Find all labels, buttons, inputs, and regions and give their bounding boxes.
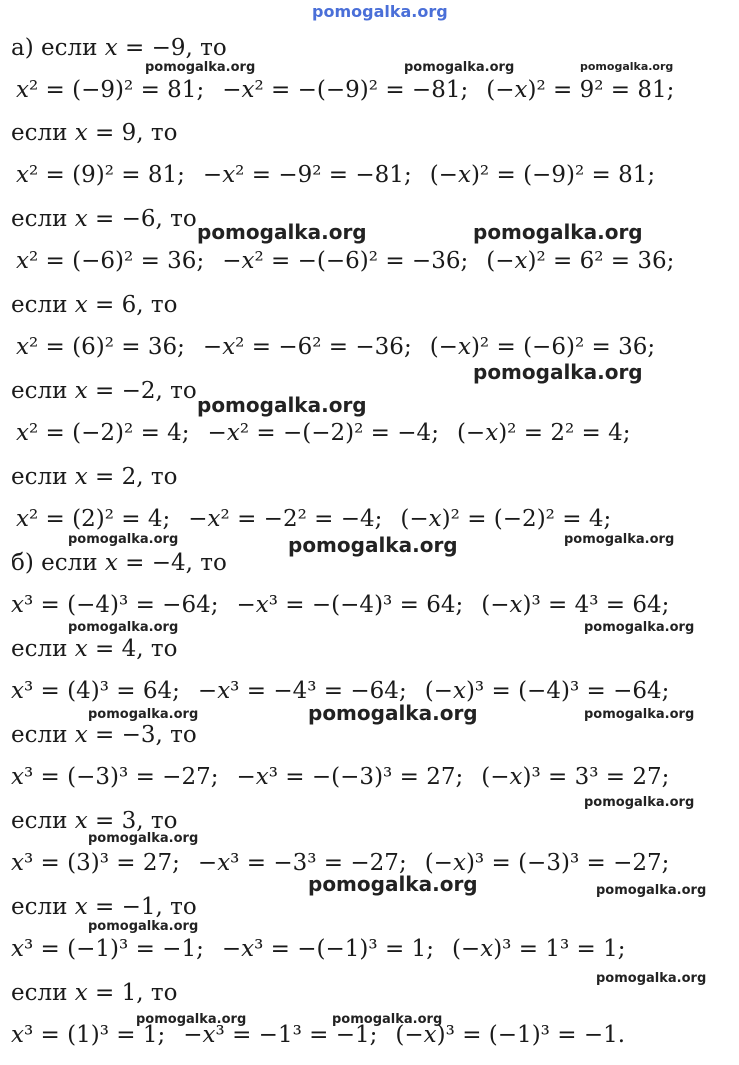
equation-line — [16, 246, 674, 276]
math-expression: x³ = (3)³ = 27; — [11, 850, 180, 876]
watermark: pomogalka.org — [473, 360, 643, 384]
watermark: pomogalka.org — [584, 707, 695, 722]
math-expression: −x² = −(−2)² = −4; — [207, 420, 439, 446]
math-expression: −x² = −(−6)² = −36; — [222, 248, 469, 274]
math-expression: (−x)² = (−9)² = 81; — [429, 162, 656, 188]
math-expression: (−x)³ = (−3)³ = −27; — [424, 850, 670, 876]
math-expression: x³ = (−4)³ = −64; — [11, 592, 219, 618]
math-expression: x³ = (−3)³ = −27; — [11, 764, 219, 790]
watermark: pomogalka.org — [308, 872, 478, 896]
watermark: pomogalka.org — [88, 831, 199, 846]
watermark: pomogalka.org — [68, 532, 179, 547]
math-expression: x² = (9)² = 81; — [16, 162, 185, 188]
math-expression: −x³ = −3³ = −27; — [197, 850, 407, 876]
math-expression: −x³ = −(−1)³ = 1; — [221, 936, 434, 962]
equation-line — [16, 75, 674, 105]
condition-label: если — [11, 722, 75, 748]
equation-line — [11, 1020, 625, 1050]
math-expression: x² = (−6)² = 36; — [16, 248, 205, 274]
variable: x — [74, 120, 88, 146]
condition-line — [11, 376, 197, 406]
condition-line — [11, 892, 197, 922]
equation-line — [11, 934, 625, 964]
math-expression: −x³ = −(−4)³ = 64; — [236, 592, 464, 618]
variable: x — [74, 378, 88, 404]
condition-value: = 3, то — [87, 808, 178, 834]
watermark: pomogalka.org — [288, 533, 458, 557]
condition-value: = 6, то — [87, 292, 178, 318]
condition-value: = −3, то — [87, 722, 197, 748]
equation-line — [11, 762, 669, 792]
condition-line — [11, 978, 177, 1008]
condition-label: если — [11, 120, 75, 146]
watermark: pomogalka.org — [564, 532, 675, 547]
condition-label: если — [11, 292, 75, 318]
math-expression: −x³ = −1³ = −1; — [183, 1022, 378, 1048]
equation-line — [16, 504, 611, 534]
condition-label: если — [11, 464, 75, 490]
condition-line — [11, 548, 227, 578]
math-expression: (−x)³ = 4³ = 64; — [481, 592, 670, 618]
watermark: pomogalka.org — [88, 707, 199, 722]
condition-value: = 9, то — [87, 120, 178, 146]
variable: x — [74, 636, 88, 662]
condition-value: = 2, то — [87, 464, 178, 490]
condition-value: = 1, то — [87, 980, 178, 1006]
condition-label: если — [11, 808, 75, 834]
site-header-watermark: pomogalka.org — [312, 2, 448, 21]
equation-line — [11, 590, 669, 620]
math-expression: (−x)³ = 3³ = 27; — [481, 764, 670, 790]
condition-label: если — [11, 980, 75, 1006]
condition-line — [11, 720, 197, 750]
equation-line — [16, 332, 655, 362]
math-expression: (−x)² = (−6)² = 36; — [429, 334, 656, 360]
condition-label: если — [11, 636, 75, 662]
math-expression: −x³ = −4³ = −64; — [197, 678, 407, 704]
condition-value: = −1, то — [87, 894, 197, 920]
math-expression: (−x)² = (−2)² = 4; — [400, 506, 612, 532]
condition-label: если — [11, 894, 75, 920]
watermark: pomogalka.org — [596, 883, 707, 898]
watermark: pomogalka.org — [145, 60, 256, 75]
condition-label: б) если — [11, 550, 105, 576]
math-expression: x² = (−9)² = 81; — [16, 77, 205, 103]
math-expression: x³ = (1)³ = 1; — [11, 1022, 166, 1048]
variable: x — [104, 35, 118, 61]
watermark: pomogalka.org — [308, 701, 478, 725]
condition-label: если — [11, 206, 75, 232]
math-expression: −x³ = −(−3)³ = 27; — [236, 764, 464, 790]
condition-value: = 4, то — [87, 636, 178, 662]
math-expression: x³ = (−1)³ = −1; — [11, 936, 204, 962]
math-expression: (−x)² = 6² = 36; — [486, 248, 675, 274]
condition-label: если — [11, 378, 75, 404]
watermark: pomogalka.org — [404, 60, 515, 75]
watermark: pomogalka.org — [580, 60, 674, 73]
watermark: pomogalka.org — [68, 620, 179, 635]
math-expression: −x² = −9² = −81; — [202, 162, 412, 188]
math-expression: (−x)² = 2² = 4; — [456, 420, 631, 446]
watermark: pomogalka.org — [332, 1012, 443, 1027]
variable: x — [74, 808, 88, 834]
math-expression: −x² = −2² = −4; — [188, 506, 383, 532]
condition-label: а) если — [11, 35, 105, 61]
variable: x — [74, 894, 88, 920]
condition-line — [11, 33, 227, 63]
condition-line — [11, 290, 177, 320]
condition-line — [11, 204, 197, 234]
math-expression: −x² = −6² = −36; — [202, 334, 412, 360]
condition-value: = −6, то — [87, 206, 197, 232]
watermark: pomogalka.org — [584, 795, 695, 810]
math-expression: (−x)³ = 1³ = 1; — [451, 936, 626, 962]
watermark: pomogalka.org — [136, 1012, 247, 1027]
watermark: pomogalka.org — [197, 220, 367, 244]
equation-line — [16, 418, 630, 448]
condition-line — [11, 118, 177, 148]
condition-line — [11, 462, 177, 492]
math-expression: −x² = −(−9)² = −81; — [222, 77, 469, 103]
watermark: pomogalka.org — [584, 620, 695, 635]
variable: x — [74, 206, 88, 232]
math-expression: x³ = (4)³ = 64; — [11, 678, 180, 704]
math-expression: (−x)³ = (−4)³ = −64; — [424, 678, 670, 704]
condition-line — [11, 634, 177, 664]
watermark: pomogalka.org — [88, 919, 199, 934]
variable: x — [74, 980, 88, 1006]
variable: x — [74, 292, 88, 318]
variable: x — [74, 722, 88, 748]
watermark: pomogalka.org — [596, 971, 707, 986]
condition-value: = −9, то — [117, 35, 227, 61]
variable: x — [104, 550, 118, 576]
watermark: pomogalka.org — [473, 220, 643, 244]
math-expression: (−x)² = 9² = 81; — [486, 77, 675, 103]
variable: x — [74, 464, 88, 490]
math-expression: x² = (2)² = 4; — [16, 506, 171, 532]
math-expression: x² = (−2)² = 4; — [16, 420, 190, 446]
watermark: pomogalka.org — [197, 393, 367, 417]
math-expression: (−x)³ = (−1)³ = −1. — [395, 1022, 626, 1048]
condition-value: = −2, то — [87, 378, 197, 404]
math-expression: x² = (6)² = 36; — [16, 334, 185, 360]
condition-value: = −4, то — [117, 550, 227, 576]
equation-line — [16, 160, 655, 190]
